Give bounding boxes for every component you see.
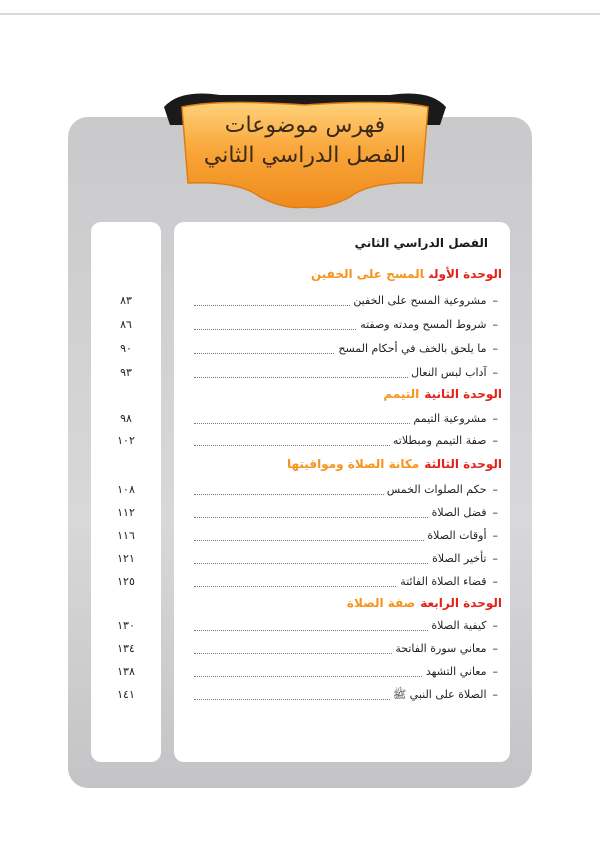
page-number: ٨٦ [120,318,132,331]
toc-entry-title: مشروعية التيمم [413,412,487,425]
toc-entry-title: قضاء الصلاة الفائتة [400,575,487,588]
toc-entry-title: الصلاة على النبي ﷺ [392,688,487,701]
page-number: ١١٦ [117,529,135,542]
toc-entry-title: صفة التيمم ومبطلاته [392,434,487,447]
toc-entry-title: شروط المسح ومدته وصفته [360,318,487,331]
page-number: ٨٣ [120,294,132,307]
toc-entry-title: آداب لبس النعال [411,366,487,379]
section-heading: الفصل الدراسي الثاني [354,236,488,250]
page-number: ١٤١ [117,688,135,701]
page-number: ١٢١ [117,552,135,565]
page-number: ١٣٤ [117,642,135,655]
toc-entry[interactable]: –شروط المسح ومدته وصفته [194,318,498,334]
page-number: ١٢٥ [117,575,135,588]
toc-entry-title: كيفية الصلاة [431,619,487,632]
title-banner [160,85,450,215]
toc-entry[interactable]: –الصلاة على النبي ﷺ [194,688,498,704]
unit-name: الوحدة الثالثة [424,457,502,471]
toc-entry[interactable]: –مشروعية المسح على الخفين [194,294,498,310]
page-number: ١١٢ [117,506,135,519]
toc-entry-title: حكم الصلوات الخمس [386,483,487,496]
toc-entry[interactable]: –ما يلحق بالخف في أحكام المسح [194,342,498,358]
page-number: ١٣٨ [117,665,135,678]
page-number: ١٠٨ [117,483,135,496]
page-number: ١٣٠ [117,619,135,632]
unit-name: الوحدة الرابعة [420,596,502,610]
toc-entry[interactable]: –قضاء الصلاة الفائتة [194,575,498,591]
unit-name: الوحدة الثانية [424,387,502,401]
unit-topic: المسح على الخفين [310,267,425,281]
page-number: ٩٨ [120,412,132,425]
unit-name: الوحدة الأولى [429,267,502,281]
toc-entry-title: معاني التشهد [425,665,487,678]
toc-entry[interactable]: –آداب لبس النعال [194,366,498,382]
toc-entry[interactable]: –صفة التيمم ومبطلاته [194,434,498,450]
toc-content-panel [174,222,510,762]
toc-entry[interactable]: –تأخير الصلاة [194,552,498,568]
toc-entry-title: ما يلحق بالخف في أحكام المسح [338,342,487,355]
page-number: ٩٣ [120,366,132,379]
toc-entry[interactable]: –فضل الصلاة [194,506,498,522]
toc-entry[interactable]: –مشروعية التيمم [194,412,498,428]
unit-heading [347,596,502,610]
unit-topic: صفة الصلاة [346,596,416,610]
toc-entry[interactable]: –أوقات الصلاة [194,529,498,545]
unit-heading [287,457,502,471]
toc-entry-title: معاني سورة الفاتحة [395,642,487,655]
page-number: ٩٠ [120,342,132,355]
toc-entry-title: أوقات الصلاة [427,529,487,542]
top-divider-line [0,13,600,15]
toc-entry[interactable]: –معاني سورة الفاتحة [194,642,498,658]
toc-entry-title: تأخير الصلاة [432,552,487,565]
toc-entry[interactable]: –كيفية الصلاة [194,619,498,635]
unit-heading [311,267,502,281]
page-numbers-column [91,222,161,762]
toc-entry-title: مشروعية المسح على الخفين [353,294,487,307]
unit-heading [383,387,502,401]
toc-entry[interactable]: –حكم الصلوات الخمس [194,483,498,499]
unit-topic: التيمم [383,387,420,401]
banner-title-line-2: الفصل الدراسي الثاني [203,143,407,168]
banner-title-line-1: فهرس موضوعات [224,113,386,138]
unit-topic: مكانة الصلاة ومواقيتها [286,457,420,471]
page-number: ١٠٢ [117,434,135,447]
toc-entry[interactable]: –معاني التشهد [194,665,498,681]
toc-entry-title: فضل الصلاة [431,506,487,519]
